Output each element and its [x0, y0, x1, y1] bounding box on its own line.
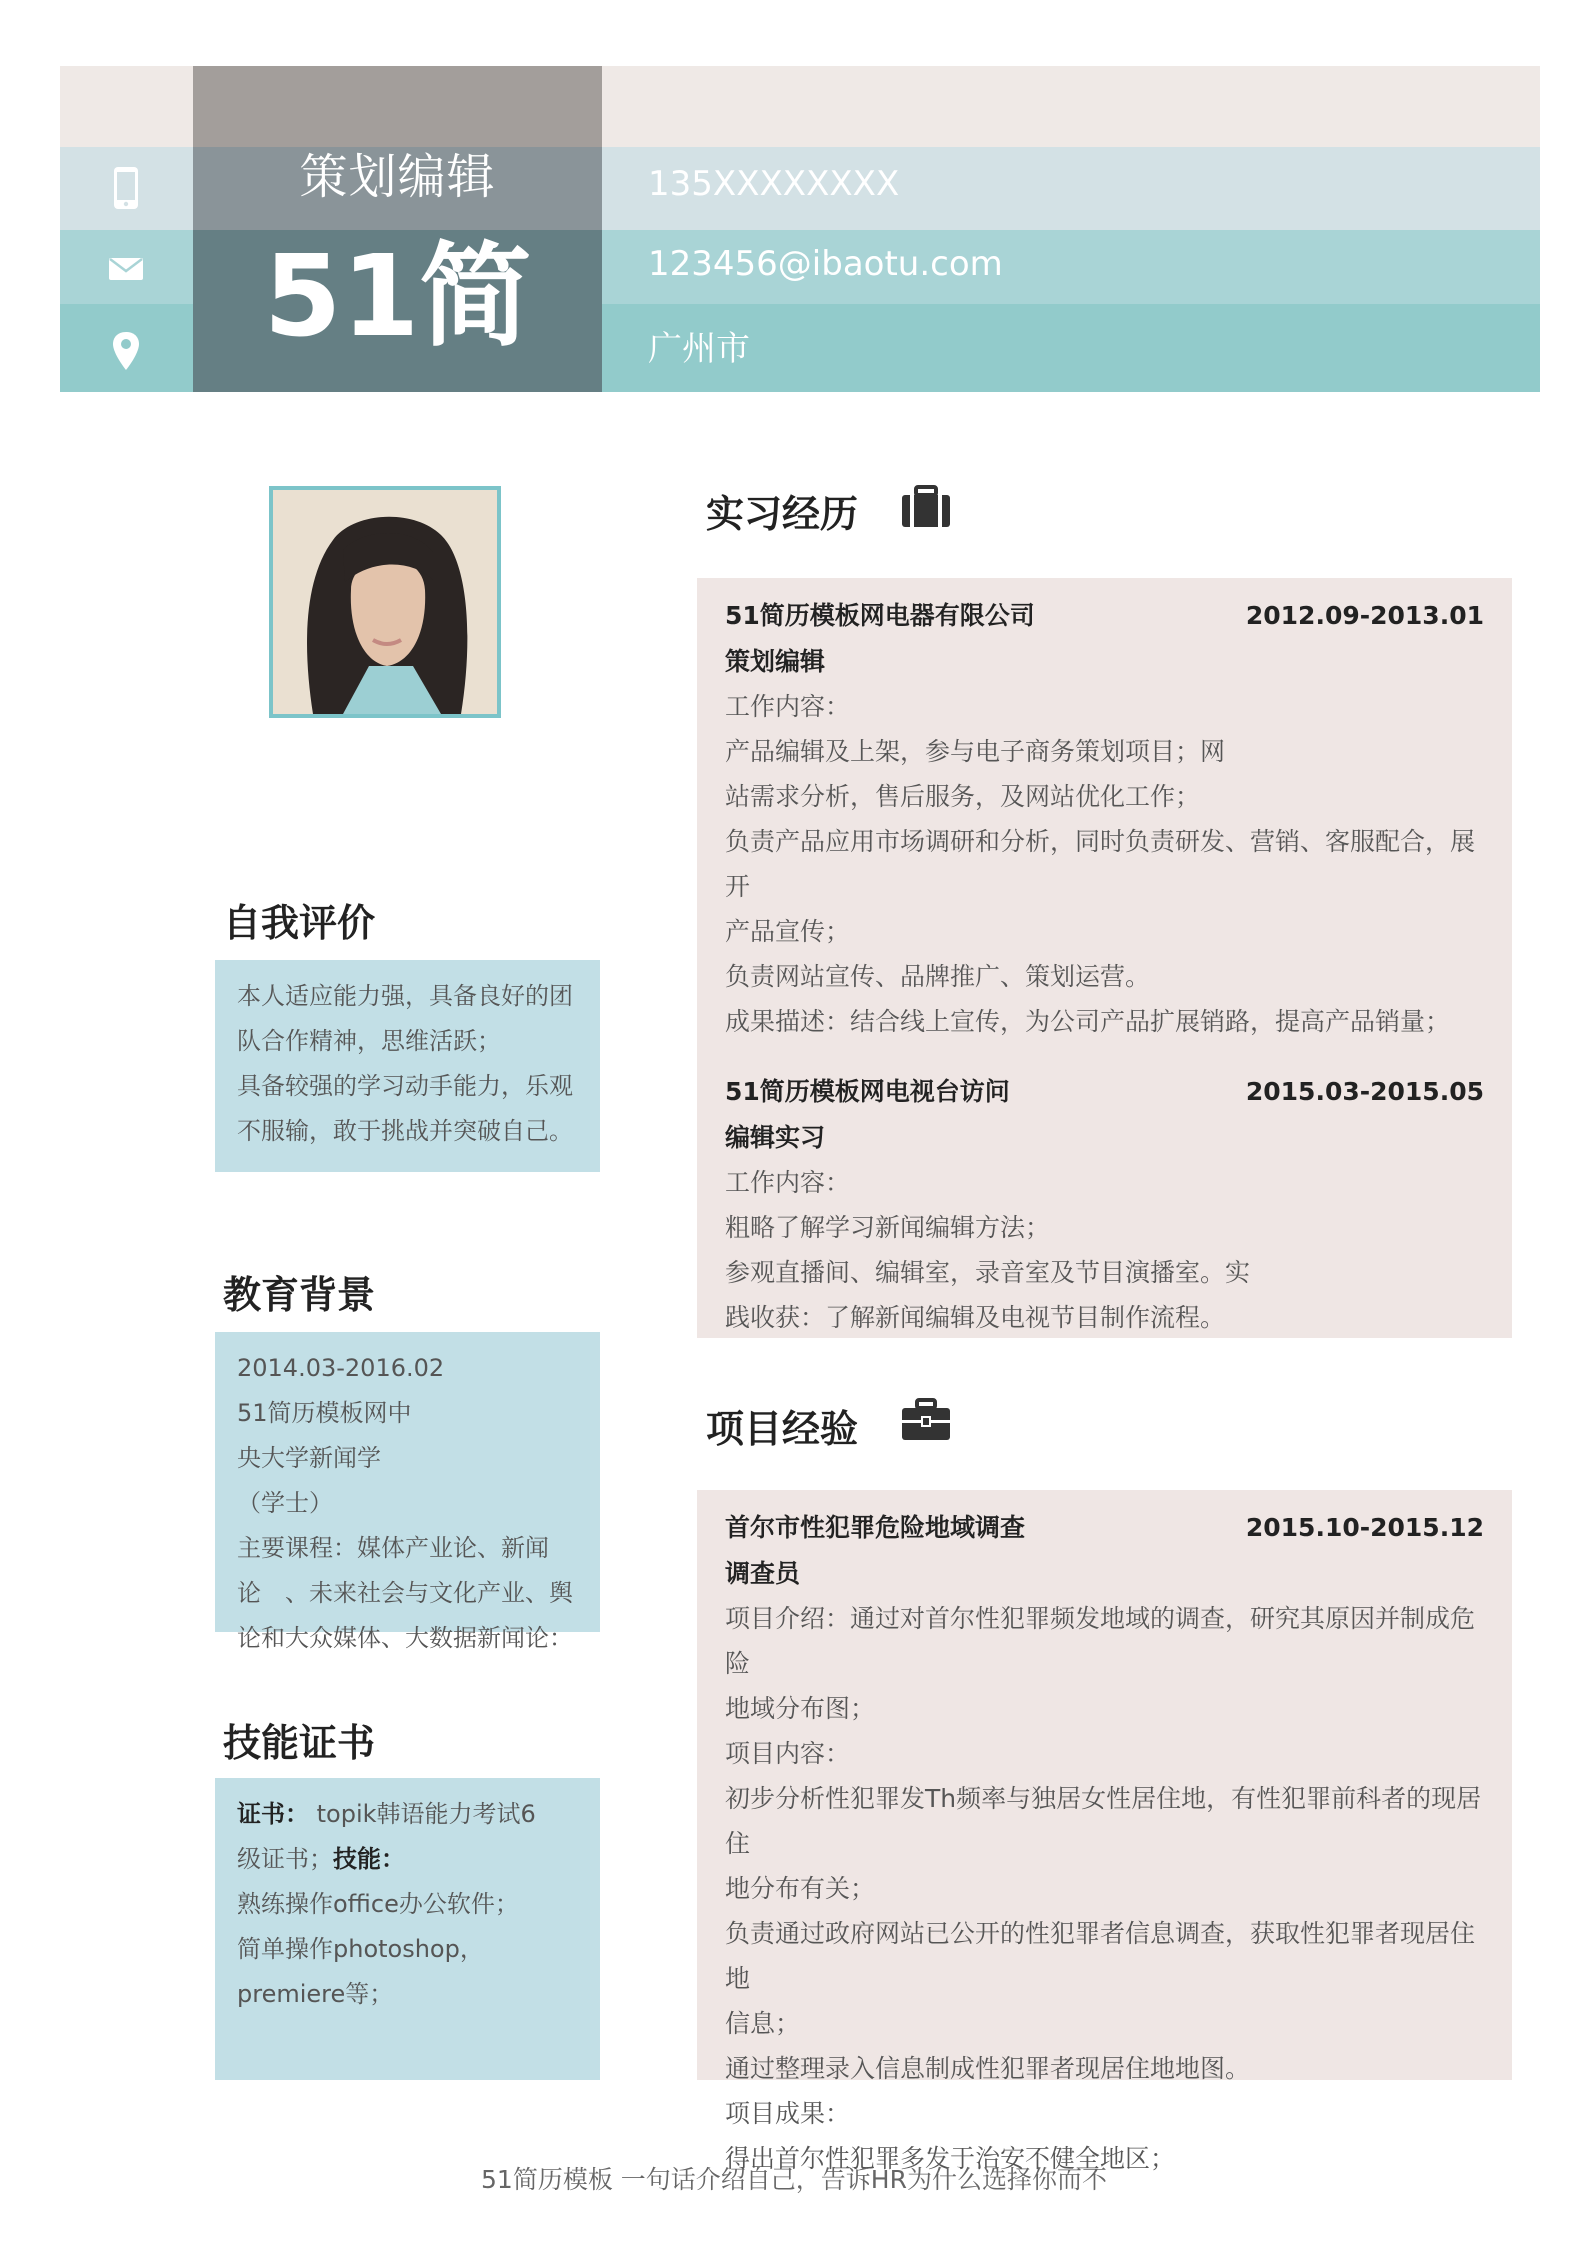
certificate-text-2: 级证书； — [237, 1845, 333, 1873]
skill-line: 熟练操作office办公软件； — [237, 1890, 519, 1918]
internship-entry-head — [725, 1072, 1484, 1116]
skills-box — [215, 1778, 600, 2080]
entry-line: 负责通过政府网站已公开的性犯罪者信息调查，获取性犯罪者现居住地 — [725, 1919, 1476, 1993]
projects-title: 项目经验 — [706, 1407, 859, 1451]
certificate-line-2 — [237, 1837, 578, 1882]
brand-logo-text: 51简 — [263, 232, 532, 362]
education-line: 主要课程：媒体产业论、新闻 — [237, 1534, 549, 1562]
contact-phone: 135XXXXXXXX — [648, 164, 900, 204]
contact-city: 广州市 — [648, 329, 750, 369]
education-line: （学士） — [237, 1489, 333, 1517]
internship-title: 实习经历 — [706, 492, 859, 536]
self-eval-title: 自我评价 — [223, 901, 376, 945]
entry-line: 通过整理录入信息制成性犯罪者现居住地地图。 — [725, 2054, 1251, 2083]
profile-photo — [269, 486, 501, 718]
entry-date: 2015.03-2015.05 — [1245, 1077, 1484, 1106]
entry-line: 站需求分析，售后服务，及网站优化工作； — [725, 782, 1201, 811]
entry-line: 成果描述：结合线上宣传，为公司产品扩展销路，提高产品销量； — [725, 1007, 1451, 1036]
education-line: 论和大众媒体、大数据新闻论： — [237, 1624, 573, 1652]
entry-line: 信息； — [725, 2009, 801, 2038]
entry-line: 初步分析性犯罪发Th频率与独居女性居住地，有性犯罪前科者的现居住 — [725, 1784, 1482, 1858]
entry-date: 2015.10-2015.12 — [1245, 1513, 1484, 1542]
entry-date: 2012.09-2013.01 — [1245, 601, 1484, 630]
entry-line: 粗略了解学习新闻编辑方法； — [725, 1213, 1051, 1242]
entry-line: 践收获：了解新闻编辑及电视节目制作流程。 — [725, 1303, 1226, 1332]
entry-line: 工作内容： — [725, 1168, 851, 1197]
education-box — [215, 1332, 600, 1652]
location-icon — [108, 330, 144, 374]
education-title: 教育背景 — [223, 1273, 376, 1317]
job-title: 策划编辑 — [299, 149, 496, 205]
entry-role: 策划编辑 — [725, 647, 826, 676]
entry-role: 编辑实习 — [725, 1123, 826, 1152]
entry-line: 得出首尔性犯罪多发于治安不健全地区； — [725, 2144, 1176, 2173]
company-name: 51简历模板网电视台访问 — [725, 1077, 1010, 1106]
skill-line: 简单操作photoshop， — [237, 1935, 484, 1963]
entry-line: 工作内容： — [725, 692, 851, 721]
self-eval-line: 队合作精神，思维活跃； — [237, 1027, 501, 1055]
project-entry-head — [725, 1508, 1484, 1552]
self-eval-line: 本人适应能力强，具备良好的团 — [237, 982, 573, 1010]
entry-line: 项目成果： — [725, 2099, 851, 2128]
entry-line: 负责网站宣传、品牌推广、策划运营。 — [725, 962, 1151, 991]
entry-line: 地域分布图； — [725, 1694, 876, 1723]
skill-line: premiere等； — [237, 1980, 394, 2008]
company-name: 51简历模板网电器有限公司 — [725, 601, 1035, 630]
entry-line: 产品编辑及上架，参与电子商务策划项目；网 — [725, 737, 1226, 766]
self-eval-line: 不服输，敢于挑战并突破自己。 — [237, 1117, 573, 1145]
entry-line: 项目内容： — [725, 1739, 851, 1768]
skill-label: 技能： — [333, 1845, 405, 1873]
entry-line: 地分布有关； — [725, 1874, 876, 1903]
internship-box — [697, 578, 1512, 1338]
education-line: 51简历模板网中 — [237, 1399, 412, 1427]
education-line: 2014.03-2016.02 — [237, 1354, 445, 1382]
toolbox-icon — [900, 1398, 952, 1442]
certificate-label: 证书： — [237, 1800, 309, 1828]
entry-role: 调查员 — [725, 1559, 801, 1588]
project-name: 首尔市性犯罪危险地域调查 — [725, 1513, 1026, 1542]
self-eval-line: 具备较强的学习动手能力，乐观 — [237, 1072, 573, 1100]
internship-entry-head — [725, 596, 1484, 640]
entry-line: 负责产品应用市场调研和分析，同时负责研发、营销、客服配合，展开 — [725, 827, 1476, 901]
entry-line: 参观直播间、编辑室，录音室及节目演播室。实 — [725, 1258, 1251, 1287]
self-eval-box — [215, 960, 600, 1172]
entry-line: 项目介绍：通过对首尔性犯罪频发地域的调查，研究其原因并制成危险 — [725, 1604, 1476, 1678]
projects-box — [697, 1490, 1512, 2173]
certificate-line — [237, 1792, 578, 1837]
skills-title: 技能证书 — [223, 1721, 376, 1765]
phone-icon — [108, 166, 144, 210]
briefcase-icon — [900, 485, 952, 529]
education-line: 论 、未来社会与文化产业、舆 — [237, 1579, 573, 1607]
footer-tagline: 51简历模板 一句话介绍自己，告诉HR为什么选择你而不 — [481, 2165, 1107, 2194]
contact-email[interactable]: 123456@ibaotu.com — [648, 244, 1003, 284]
email-icon — [108, 246, 144, 290]
entry-line: 产品宣传； — [725, 917, 851, 946]
certificate-text: topik韩语能力考试6 — [309, 1800, 536, 1828]
education-line: 央大学新闻学 — [237, 1444, 381, 1472]
